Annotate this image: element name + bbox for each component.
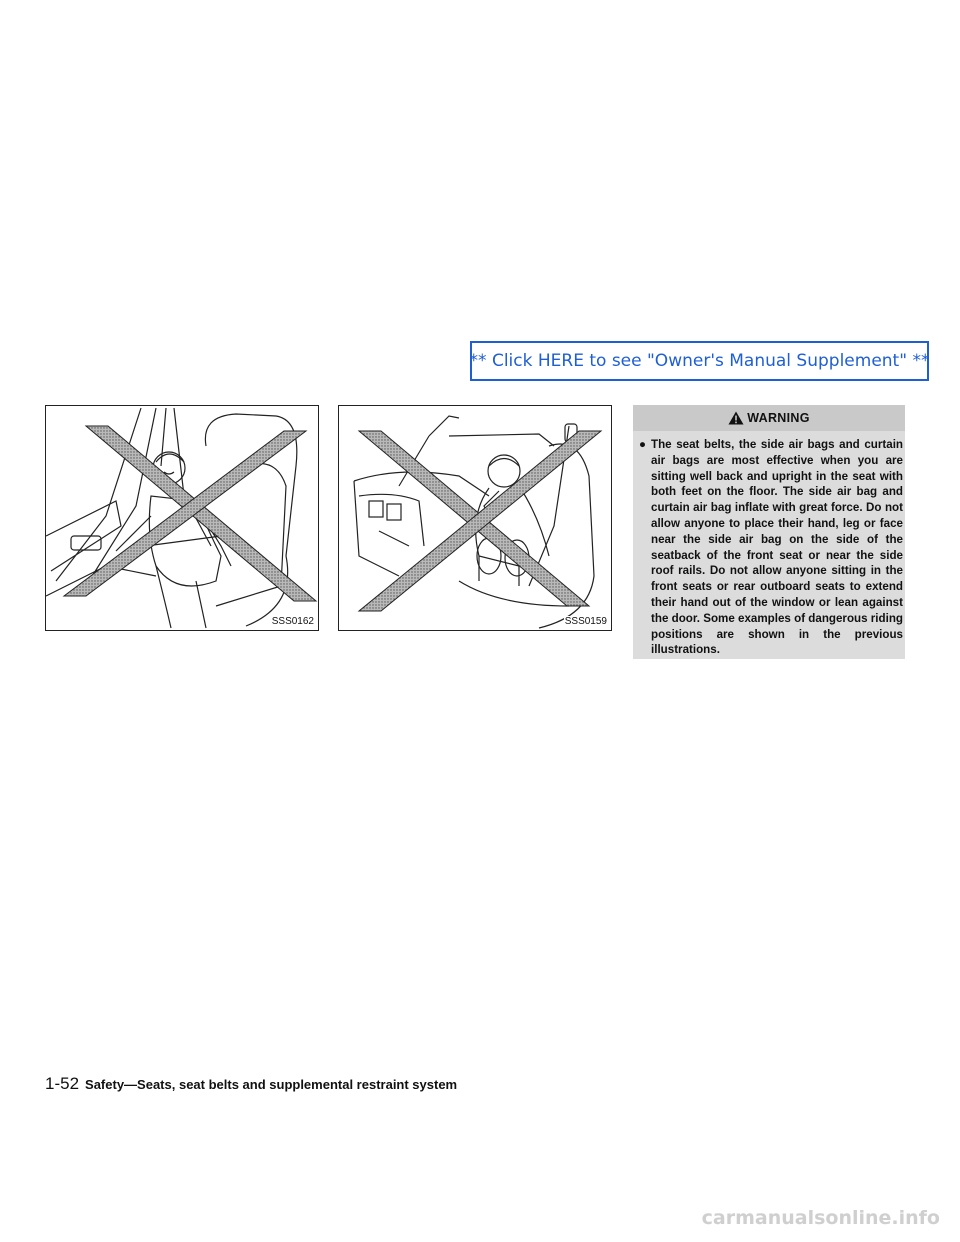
warning-text: The seat belts, the side air bags and curtain air bags are most effective when you are sitting well back and upright in the seat with both feet on the floor. The side air bag and curtain air bag inflate with great force. Do not allow anyone to place their hand, leg or face near the side air bag on the side of the seatback of the front seat or near the side roof rails. Do not allow anyone sitting in the front seats or rear outboard seats to extend their hand out of the window or lean against the door. Some examples of dangerous riding positions are shown in the previous illustrations. [651,438,903,657]
figure-code: SSS0162 [271,616,314,627]
warning-title: WARNING [747,411,810,425]
passenger-dashboard-drawing [339,406,612,631]
section-title: Safety—Seats, seat belts and supplemental restraint system [85,1077,458,1092]
watermark: carmanualsonline.info [701,1207,940,1229]
warning-triangle-icon [728,411,744,425]
page-number: 1-52 [45,1074,80,1093]
bullet: ● [639,438,647,451]
owners-manual-supplement-link[interactable]: ** Click HERE to see "Owner's Manual Supplement" ** [470,341,929,381]
illustration-child-leaning-on-door [45,405,319,631]
warning-body [639,437,903,658]
page-footer [45,1074,457,1094]
child-seat-drawing [46,406,319,631]
illustration-passenger-leaning-forward [338,405,612,631]
warning-header [633,405,905,431]
warning-box [633,405,905,659]
figure-code: SSS0159 [564,616,607,627]
